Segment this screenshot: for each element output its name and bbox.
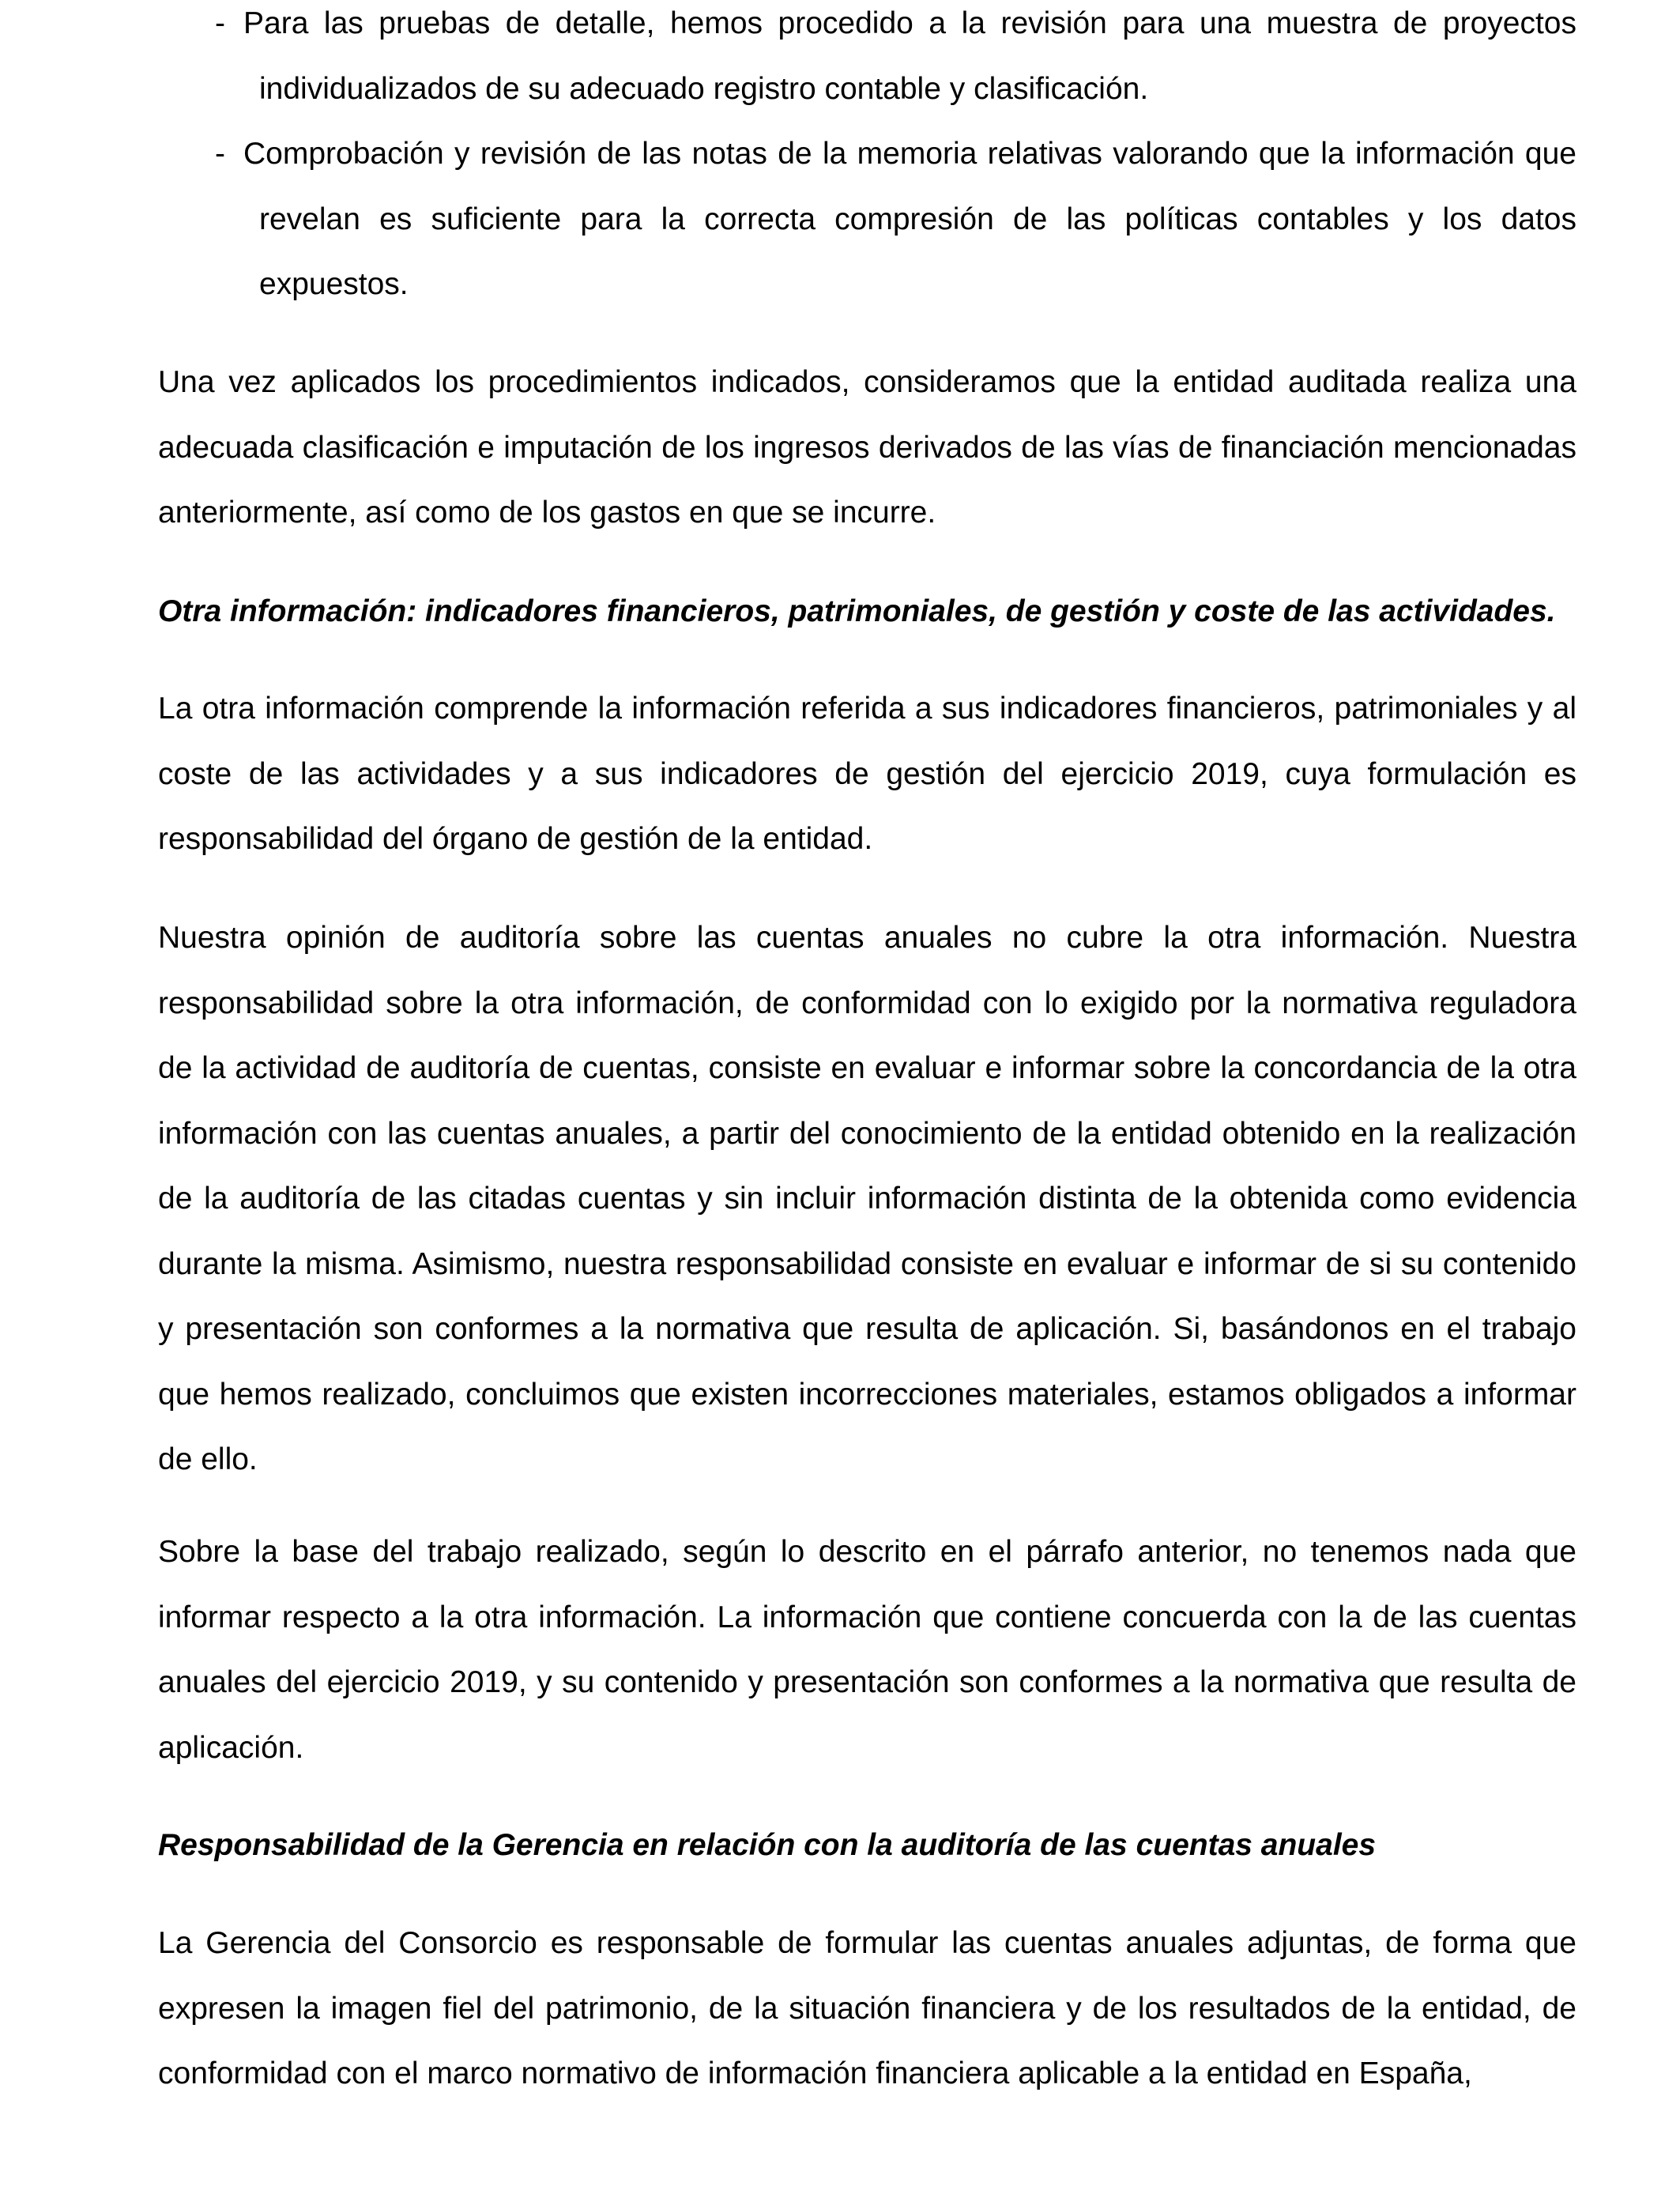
bullet-text: Para las pruebas de detalle, hemos procedido a la revisión para una muestra de proyectos individualizados de su adecuado registro contable y clasificación. [243,6,1576,106]
list-item [158,122,1576,318]
bullet-text: Comprobación y revisión de las notas de la memoria relativas valorando que la información que revelan es suficiente para la correcta compresión de las políticas contables y los datos expuestos. [243,137,1576,301]
list-item [158,0,1576,122]
paragraph-conclusion: Una vez aplicados los procedimientos indicados, consideramos que la entidad auditada realiza una adecuada clasificación e imputación de los ingresos derivados de las vías de financiación mencionadas anteriormente, así como de los gastos en que se incurre. [158,365,1576,530]
paragraph-work-basis: Sobre la base del trabajo realizado, según lo descrito en el párrafo anterior, no tenemos nada que informar respecto a la otra información. La información que contiene concuerda con la de las cuentas anuales del ejercicio 2019, y su contenido y presentación son conformes a la normativa que resulta de aplicación. [158,1535,1576,1765]
bullet-dash: - [215,137,225,171]
paragraph-management-responsibility: La Gerencia del Consorcio es responsable de formular las cuentas anuales adjuntas, de forma que expresen la imagen fiel del patrimonio, de la situación financiera y de los resultados de la entidad, de conformidad con el marco normativo de información financiera aplicable a la entidad en España, [158,1926,1576,2090]
section-heading-other-information: Otra información: indicadores financieros, patrimoniales, de gestión y coste de las actividades. [158,594,1556,628]
section-heading-management-responsibility: Responsabilidad de la Gerencia en relación con la auditoría de las cuentas anuales [158,1828,1377,1862]
paragraph-other-information: La otra información comprende la información referida a sus indicadores financieros, patrimoniales y al coste de las actividades y a sus indicadores de gestión del ejercicio 2019, cuya formulación es responsabilidad del órgano de gestión de la entidad. [158,692,1576,856]
bullet-dash: - [215,6,225,40]
paragraph-audit-opinion-scope: Nuestra opinión de auditoría sobre las cuentas anuales no cubre la otra información. Nuestra responsabilidad sobre la otra información, de conformidad con lo exigido por la normativa reguladora de la actividad de auditoría de cuentas, consiste en evaluar e informar sobre la concordancia de la otra información con las cuentas anuales, a partir del conocimiento de la entidad obtenido en la realización de la auditoría de las citadas cuentas y sin incluir información distinta de la obtenida como evidencia durante la misma. Asimismo, nuestra responsabilidad consiste en evaluar e informar de si su contenido y presentación son conformes a la normativa que resulta de aplicación. Si, basándonos en el trabajo que hemos realizado, concluimos que existen incorrecciones materiales, estamos obligados a informar de ello. [158,921,1576,1476]
